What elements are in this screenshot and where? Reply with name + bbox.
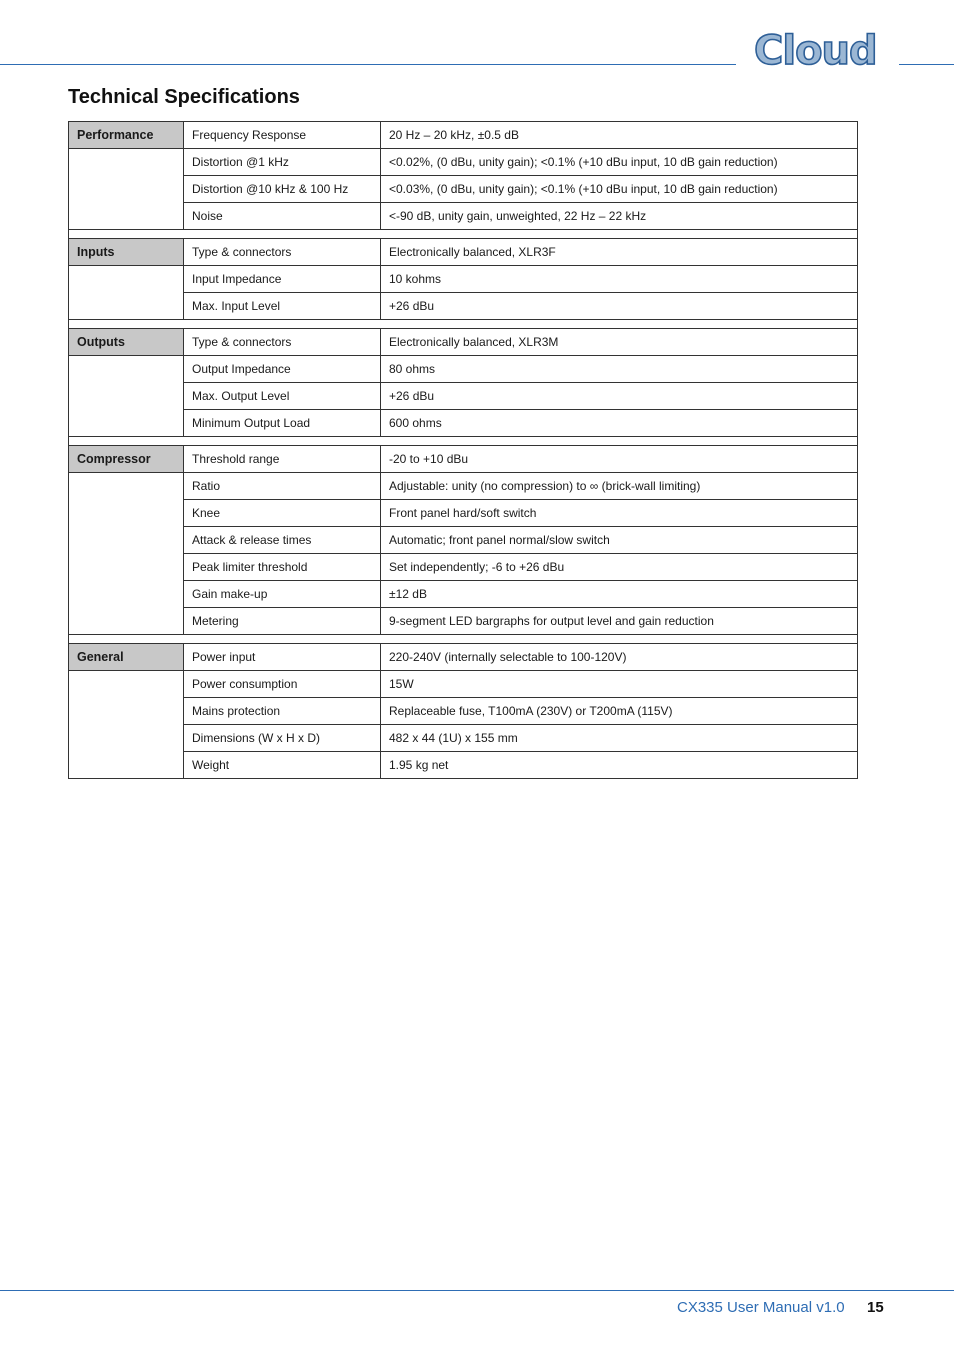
table-row <box>69 410 858 437</box>
table-row <box>69 176 858 203</box>
spec-value: 220-240V (internally selectable to 100-120V) <box>381 644 858 671</box>
table-row <box>69 752 858 779</box>
section-spacer <box>69 437 858 446</box>
spec-parameter: Distortion @1 kHz <box>184 149 381 176</box>
table-row <box>69 671 858 698</box>
table-row <box>69 293 858 320</box>
spec-value: 15W <box>381 671 858 698</box>
spec-value: -20 to +10 dBu <box>381 446 858 473</box>
table-row <box>69 473 858 500</box>
spec-parameter: Ratio <box>184 473 381 500</box>
spec-value: +26 dBu <box>381 383 858 410</box>
table-row <box>69 698 858 725</box>
group-label: Outputs <box>69 329 184 356</box>
group-blank-cell <box>69 473 184 635</box>
page-number: 15 <box>867 1299 884 1316</box>
footer-rule <box>0 1290 954 1291</box>
spec-parameter: Noise <box>184 203 381 230</box>
spec-parameter: Power input <box>184 644 381 671</box>
spec-value: Set independently; -6 to +26 dBu <box>381 554 858 581</box>
spec-value: ±12 dB <box>381 581 858 608</box>
group-blank-cell <box>69 266 184 320</box>
table-row <box>69 239 858 266</box>
spec-parameter: Type & connectors <box>184 329 381 356</box>
spec-value: Replaceable fuse, T100mA (230V) or T200mA (115V) <box>381 698 858 725</box>
spec-value: <0.03%, (0 dBu, unity gain); <0.1% (+10 dBu input, 10 dB gain reduction) <box>381 176 858 203</box>
table-row <box>69 266 858 293</box>
table-row <box>69 527 858 554</box>
spec-parameter: Gain make-up <box>184 581 381 608</box>
spec-parameter: Peak limiter threshold <box>184 554 381 581</box>
group-label: Performance <box>69 122 184 149</box>
cloud-logo <box>750 26 886 72</box>
spec-value: 10 kohms <box>381 266 858 293</box>
table-row <box>69 581 858 608</box>
table-row <box>69 383 858 410</box>
spec-parameter: Type & connectors <box>184 239 381 266</box>
spec-value: <-90 dB, unity gain, unweighted, 22 Hz – 22 kHz <box>381 203 858 230</box>
group-blank-cell <box>69 149 184 230</box>
group-blank-cell <box>69 671 184 779</box>
table-row <box>69 554 858 581</box>
spec-parameter: Output Impedance <box>184 356 381 383</box>
spec-value: +26 dBu <box>381 293 858 320</box>
section-spacer-cell <box>69 320 858 329</box>
page-title: Technical Specifications <box>68 86 300 108</box>
table-row <box>69 608 858 635</box>
table-row <box>69 446 858 473</box>
spec-parameter: Power consumption <box>184 671 381 698</box>
spec-parameter: Max. Output Level <box>184 383 381 410</box>
group-label: Inputs <box>69 239 184 266</box>
table-row <box>69 356 858 383</box>
spec-parameter: Input Impedance <box>184 266 381 293</box>
spec-parameter: Max. Input Level <box>184 293 381 320</box>
spec-value: 80 ohms <box>381 356 858 383</box>
group-blank-cell <box>69 356 184 437</box>
table-row <box>69 149 858 176</box>
section-spacer <box>69 635 858 644</box>
table-row <box>69 644 858 671</box>
spec-value: Automatic; front panel normal/slow switch <box>381 527 858 554</box>
spec-value: Adjustable: unity (no compression) to ∞ (brick-wall limiting) <box>381 473 858 500</box>
section-spacer <box>69 230 858 239</box>
table-row <box>69 725 858 752</box>
spec-table <box>68 121 858 779</box>
table-row <box>69 203 858 230</box>
table-row <box>69 329 858 356</box>
spec-value: Electronically balanced, XLR3F <box>381 239 858 266</box>
spec-parameter: Knee <box>184 500 381 527</box>
svg-text:Cloud: Cloud <box>754 28 877 72</box>
section-spacer-cell <box>69 437 858 446</box>
header-rule-right <box>899 64 954 65</box>
section-spacer <box>69 320 858 329</box>
table-row <box>69 122 858 149</box>
header-rule-left <box>0 64 736 65</box>
table-row <box>69 500 858 527</box>
spec-value: 600 ohms <box>381 410 858 437</box>
spec-parameter: Metering <box>184 608 381 635</box>
spec-parameter: Mains protection <box>184 698 381 725</box>
spec-parameter: Frequency Response <box>184 122 381 149</box>
section-spacer-cell <box>69 635 858 644</box>
spec-parameter: Threshold range <box>184 446 381 473</box>
spec-value: Front panel hard/soft switch <box>381 500 858 527</box>
spec-parameter: Weight <box>184 752 381 779</box>
spec-parameter: Dimensions (W x H x D) <box>184 725 381 752</box>
group-label: General <box>69 644 184 671</box>
spec-value: 1.95 kg net <box>381 752 858 779</box>
spec-parameter: Minimum Output Load <box>184 410 381 437</box>
spec-value: 9-segment LED bargraphs for output level and gain reduction <box>381 608 858 635</box>
spec-value: 20 Hz – 20 kHz, ±0.5 dB <box>381 122 858 149</box>
spec-parameter: Distortion @10 kHz & 100 Hz <box>184 176 381 203</box>
spec-parameter: Attack & release times <box>184 527 381 554</box>
spec-value: <0.02%, (0 dBu, unity gain); <0.1% (+10 dBu input, 10 dB gain reduction) <box>381 149 858 176</box>
spec-value: Electronically balanced, XLR3M <box>381 329 858 356</box>
footer-manual-title: CX335 User Manual v1.0 <box>677 1299 845 1316</box>
spec-value: 482 x 44 (1U) x 155 mm <box>381 725 858 752</box>
section-spacer-cell <box>69 230 858 239</box>
group-label: Compressor <box>69 446 184 473</box>
